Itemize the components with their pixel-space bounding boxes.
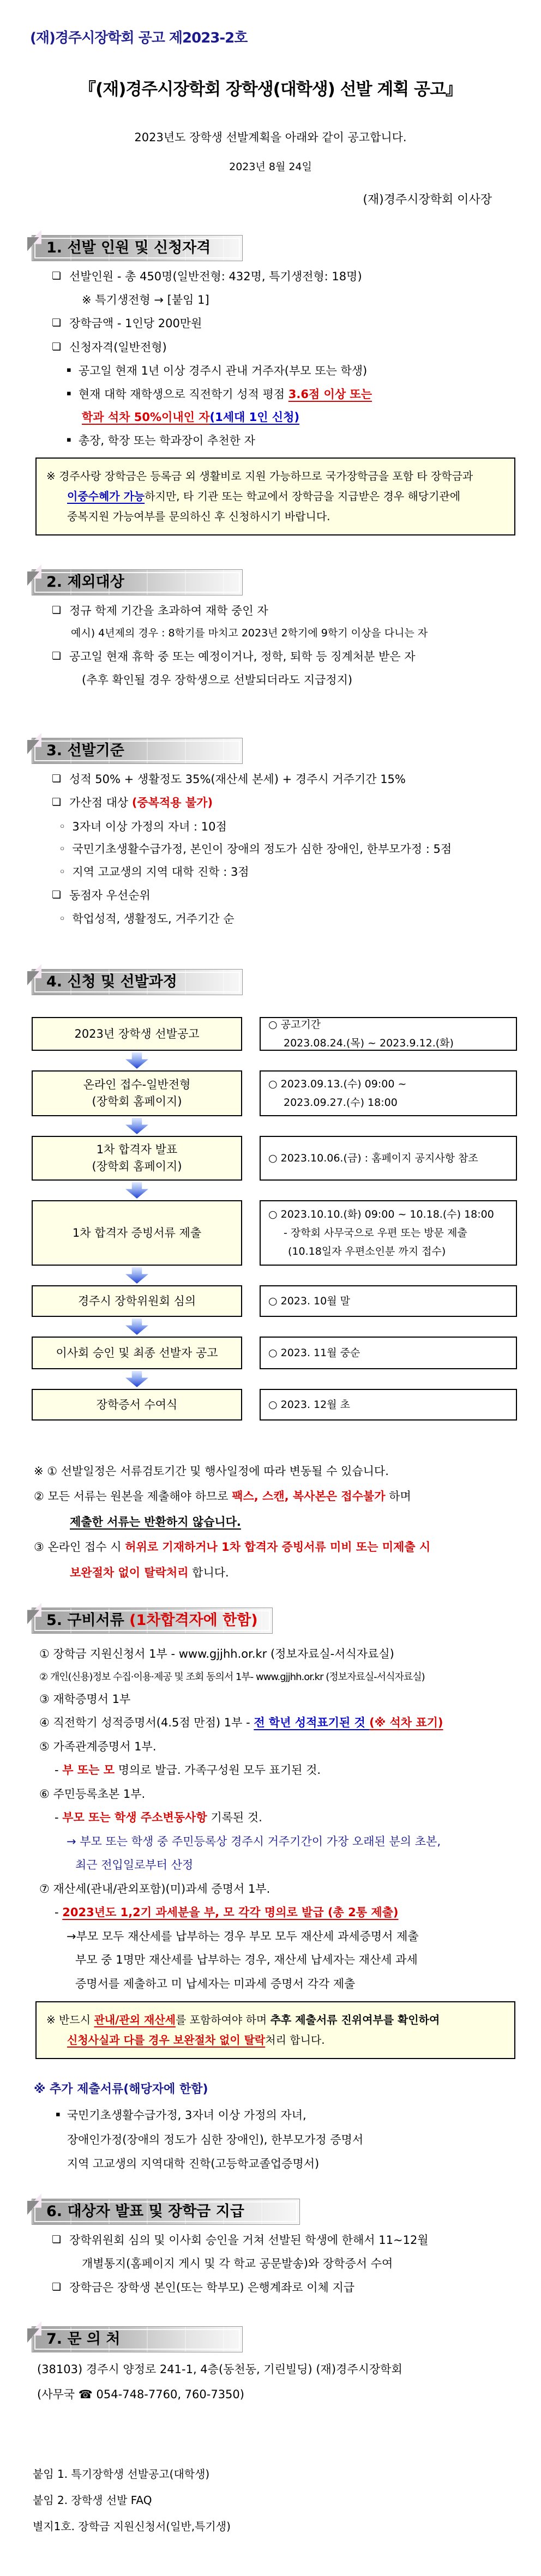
flow-date-box: ○ 2023.09.13.(수) 09:00 ~ 2023.09.27.(수) 18:00 (260, 1070, 517, 1116)
section-3-title: 3. 선발기준 (46, 742, 124, 759)
exclusion-item-2-cont: (추후 확인될 경우 장학생으로 선발되더라도 지급정지) (82, 673, 353, 687)
flow-down-arrow-icon (125, 1319, 148, 1335)
document-title: 『(재)경주시장학회 장학생(대학생) 선발 계획 공고』 (79, 79, 462, 99)
section-7-heading (32, 2326, 243, 2352)
attachment-2: 붙임 2. 장학생 선발 FAQ (33, 2493, 152, 2507)
tiebreak-order: ◦ 학업성적, 생활정도, 거주기간 순 (59, 911, 541, 927)
schedule-notes (34, 1463, 541, 1582)
square-bullet-icon: ❏ (52, 2233, 62, 2246)
flow-date-box: ○ 2023. 12월 초 (260, 1389, 517, 1421)
additional-doc-line3: 지역 고교생의 지역대학 진학(고등학교졸업증명서) (67, 2157, 320, 2171)
section-2-title: 2. 제외대상 (46, 574, 124, 591)
flow-arrow (32, 1051, 242, 1070)
notice-line3: 중복지원 가능여부를 문의하신 후 신청하시기 바랍니다. (67, 510, 330, 523)
eligibility-item: ❏ 신청자격(일반전형) (52, 339, 541, 356)
section-4-heading (32, 969, 243, 995)
exclusion-item-2: ❏ 공고일 현재 휴학 중 또는 예정이거나, 정학, 퇴학 등 징계처분 받은 자 (52, 648, 541, 665)
doc-item-6-arrow2: 최근 전입일로부터 산정 (75, 1858, 194, 1872)
small-square-bullet-icon: ▪ (56, 2110, 61, 2119)
note-3-line1: ③ 온라인 접수 시 허위로 기재하거나 1차 합격자 증빙서류 미비 또는 미제출 시 (34, 1540, 431, 1554)
gpa-requirement-line1: ▪ 현재 대학 재학생으로 직전학기 성적 평점 3.6점 이상 또는 (67, 386, 541, 402)
flow-down-arrow-icon (125, 1118, 148, 1134)
warning-line2: 신청사실과 다를 경우 보완절차 없이 탈락처리 합니다. (67, 2033, 325, 2047)
flow-date-box: ○ 2023. 11월 중순 (260, 1337, 517, 1369)
flow-step-box: 온라인 접수-일반전형 (장학회 홈페이지) (32, 1070, 242, 1116)
additional-documents (34, 2081, 541, 2172)
circle-bullet-icon: ◦ (59, 820, 66, 833)
doc-item-4: ④ 직전학기 성적증명서(4.5점 만점) 1부 - 전 학년 성적표기된 것 (※ 석차 표기) (39, 1716, 443, 1730)
flow-step-box: 1차 합격자 발표 (장학회 홈페이지) (32, 1136, 242, 1181)
doc-item-5-detail: - 부 또는 모 명의로 발급. 가족구성원 모두 표기된 것. (55, 1764, 321, 1777)
selection-count-item: ❏ 선발인원 - 총 450명(일반전형: 432명, 특기생전형: 18명) (52, 268, 541, 285)
flow-down-arrow-icon (125, 1267, 148, 1284)
flow-arrow (32, 1181, 242, 1200)
contact-phone: (사무국 ☎ 054-748-7760, 760-7350) (37, 2388, 244, 2402)
section-4-title: 4. 신청 및 선발과정 (46, 973, 177, 990)
notice-number: (재)경주시장학회 공고 제2023-2호 (30, 30, 248, 46)
flow-down-arrow-icon (125, 1371, 148, 1387)
residency-requirement: ▪ 공고일 현재 1년 이상 경주시 관내 거주자(부모 또는 학생) (67, 363, 541, 379)
notification-item-line2: 개별통지(홈페이지 게시 및 각 학교 공문발송)와 장학증서 수여 (82, 2257, 393, 2271)
bonus-points-item: ❏ 가산점 대상 (중복적용 불가) (52, 795, 541, 811)
section-5-heading (32, 1608, 273, 1634)
section-6-title: 6. 대상자 발표 및 장학금 지급 (46, 2202, 244, 2220)
doc-item-6: ⑥ 주민등록초본 1부. (39, 1787, 146, 1801)
flow-arrow (32, 1317, 242, 1337)
additional-doc-line1: ▪ 국민기초생활수급가정, 3자녀 이상 가정의 자녀, (56, 2107, 541, 2123)
exclusion-item-1: ❏ 정규 학제 기간을 초과하여 재학 중인 자 (52, 603, 541, 619)
exclusion-example: 예시) 4년제의 경우 : 8학기를 마치고 2023년 2학기에 9학기 이상을 다니는 자 (71, 627, 428, 640)
notice-line1: ※ 경주사랑 장학금은 등록금 외 생활비로 지원 가능하므로 국가장학금을 포함 타 장학금과 (46, 470, 473, 483)
flow-arrow (32, 1266, 242, 1285)
doc-item-7-arrow1: →부모 모두 재산세를 납부하는 경우 부모 모두 재산세 과세증명서 제출 (67, 1929, 419, 1943)
doc-item-6-arrow1: → 부모 또는 학생 중 주민등록상 경주시 거주기간이 가장 오래된 분의 초본, (67, 1834, 441, 1848)
flow-step-box: 장학증서 수여식 (32, 1389, 242, 1421)
square-bullet-icon: ❏ (52, 604, 62, 616)
required-documents-list (39, 1646, 541, 1993)
flow-row-board-approval (32, 1337, 541, 1369)
circle-bullet-icon: ◦ (59, 865, 66, 878)
note-2-line2: 제출한 서류는 반환하지 않습니다. (70, 1515, 241, 1528)
selection-process-flow (32, 1017, 541, 1421)
recommendation-requirement: ▪ 총장, 학장 또는 학과장이 추천한 자 (67, 432, 541, 449)
note-2-line1: ② 모든 서류는 원본을 제출해야 하므로 팩스, 스캔, 복사본은 접수불가 하며 (34, 1490, 411, 1503)
square-bullet-icon: ❏ (52, 796, 62, 809)
criteria-formula: ❏ 성적 50% + 생활정도 35%(재산세 본세) + 경주시 거주기간 15% (52, 771, 541, 787)
section-6-heading (32, 2199, 300, 2225)
flow-row-online-apply (32, 1070, 541, 1116)
tiebreak-item: ❏ 동점자 우선순위 (52, 887, 541, 904)
additional-documents-title: ※ 추가 제출서류(해당자에 한함) (34, 2083, 208, 2097)
note-1: ※ ① 선발일정은 서류검토기간 및 행사일정에 따라 변동될 수 있습니다. (34, 1464, 389, 1478)
announcement-date: 2023년 8월 24일 (229, 161, 312, 173)
doc-item-7: ⑦ 재산세(관내/관외포함)(미)과세 증명서 1부. (39, 1882, 270, 1895)
small-square-bullet-icon: ▪ (67, 366, 71, 375)
square-bullet-icon: ❏ (52, 269, 62, 282)
flow-row-documents (32, 1200, 541, 1266)
square-bullet-icon: ❏ (52, 340, 62, 353)
doc-item-7-detail: - 2023년도 1,2기 과세분을 부, 모 각각 명의로 발급 (총 2통 제출) (55, 1906, 399, 1919)
flow-step-box: 1차 합격자 증빙서류 제출 (32, 1200, 242, 1266)
square-bullet-icon: ❏ (52, 2280, 62, 2293)
property-tax-warning-box (35, 2001, 515, 2059)
section-7-title: 7. 문 의 처 (46, 2330, 121, 2348)
doc-item-6-detail: - 부모 또는 학생 주소변동사항 기록된 것. (55, 1811, 262, 1825)
flow-down-arrow-icon (125, 1182, 148, 1199)
square-bullet-icon: ❏ (52, 772, 62, 785)
special-track-note: ※ 특기생전형 → [붙임 1] (82, 293, 209, 306)
gpa-requirement-line2: 학과 석차 50%이내인 자(1세대 1인 신청) (82, 411, 299, 424)
flow-date-box: ○ 2023.10.06.(금) : 홈페이지 공지사항 참조 (260, 1136, 517, 1181)
small-square-bullet-icon: ▪ (67, 435, 71, 444)
flow-row-ceremony (32, 1389, 541, 1421)
additional-doc-line2: 장애인가정(장애의 정도가 심한 장애인), 한부모가정 증명서 (67, 2133, 364, 2146)
flow-step-box: 2023년 장학생 선발공고 (32, 1017, 242, 1051)
doc-item-7-line3: 증명서를 제출하고 미 납세자는 미과세 증명서 각각 제출 (75, 1977, 356, 1990)
notice-line2: 이중수혜가 가능하지만, 타 기관 또는 학교에서 장학금을 지급받은 경우 해당기관에 (67, 490, 461, 503)
bonus-basic-livelihood: ◦ 국민기초생활수급가정, 본인이 장애의 정도가 심한 장애인, 한부모가정 : 5점 (59, 841, 541, 857)
payment-info (0, 2232, 541, 2296)
flow-row-announcement (32, 1017, 541, 1051)
section-1-heading (32, 235, 243, 261)
scholarship-amount-item: ❏ 장학금액 - 1인당 200만원 (52, 315, 541, 332)
attachment-3: 별지1호. 장학금 지원신청서(일반,특기생) (33, 2519, 231, 2533)
flow-arrow (32, 1369, 242, 1389)
doc-item-7-line2: 부모 중 1명만 재산세를 납부하는 경우, 재산세 납세자는 재산세 과세 (75, 1953, 418, 1967)
doc-item-3: ③ 재학증명서 1부 (39, 1692, 131, 1706)
square-bullet-icon: ❏ (52, 649, 62, 662)
flow-date-box: ○ 2023.10.10.(화) 09:00 ~ 10.18.(수) 18:00 - 장학회 사무국으로 우편 또는 방문 제출 (10.18일자 우편소인분 까지 접수) (260, 1200, 517, 1266)
section-5-title: 5. 구비서류 (1차합격자에 한함) (46, 1612, 258, 1629)
note-3-line2: 보완절차 없이 탈락처리 합니다. (70, 1566, 229, 1579)
bonus-local-university: ◦ 지역 고교생의 지역 대학 진학 : 3점 (59, 864, 541, 880)
duplicate-benefit-notice-box (35, 458, 515, 535)
section-1-title: 1. 선발 인원 및 신청자격 (46, 239, 211, 256)
circle-bullet-icon: ◦ (59, 912, 66, 926)
section-2-heading (32, 569, 243, 595)
flow-row-committee (32, 1285, 541, 1317)
square-bullet-icon: ❏ (52, 889, 62, 901)
flow-arrow (32, 1116, 242, 1136)
notification-item-line1: ❏ 장학위원회 심의 및 이사회 승인을 거쳐 선발된 학생에 한해서 11~12월 (52, 2232, 541, 2248)
attachments-list (33, 2466, 541, 2535)
doc-item-5: ⑤ 가족관계증명서 1부. (39, 1740, 157, 1753)
bank-transfer-item: ❏ 장학금은 장학생 본인(또는 학부모) 은행계좌로 이체 지급 (52, 2279, 541, 2296)
doc-item-2: ② 개인(신용)정보 수집·이용·제공 및 조회 동의서 1부- www.gjjhh.or.kr (정보자료실-서식자료실) (39, 1671, 425, 1683)
section-3-heading (32, 738, 243, 764)
doc-item-1: ① 장학금 지원신청서 1부 - www.gjjhh.or.kr (정보자료실-서식자료실) (39, 1647, 394, 1661)
contact-address: (38103) 경주시 양정로 241-1, 4층(동천동, 기린빌딩) (재)경주시장학회 (37, 2362, 402, 2376)
warning-line1: ※ 반드시 관내/관외 재산세를 포함하여야 하며 추후 제출서류 진위여부를 확인하여 (46, 2013, 440, 2027)
flow-down-arrow-icon (125, 1052, 148, 1069)
square-bullet-icon: ❏ (52, 317, 62, 329)
bonus-three-children: ◦ 3자녀 이상 가정의 자녀 : 10점 (59, 818, 541, 835)
attachment-1: 붙임 1. 특기장학생 선발공고(대학생) (33, 2467, 210, 2481)
small-square-bullet-icon: ▪ (67, 389, 71, 398)
flow-step-box: 경주시 장학위원회 심의 (32, 1285, 242, 1317)
circle-bullet-icon: ◦ (59, 842, 66, 856)
signer-line: (재)경주시장학회 이사장 (363, 192, 492, 207)
flow-date-box: ○ 2023. 10월 말 (260, 1285, 517, 1317)
flow-date-box: ○ 공고기간 2023.08.24.(목) ~ 2023.9.12.(화) (260, 1017, 517, 1051)
flow-step-box: 이사회 승인 및 최종 선발자 공고 (32, 1337, 242, 1369)
intro-line: 2023년도 장학생 선발계획을 아래와 같이 공고합니다. (134, 130, 407, 144)
flow-row-first-pass (32, 1136, 541, 1181)
